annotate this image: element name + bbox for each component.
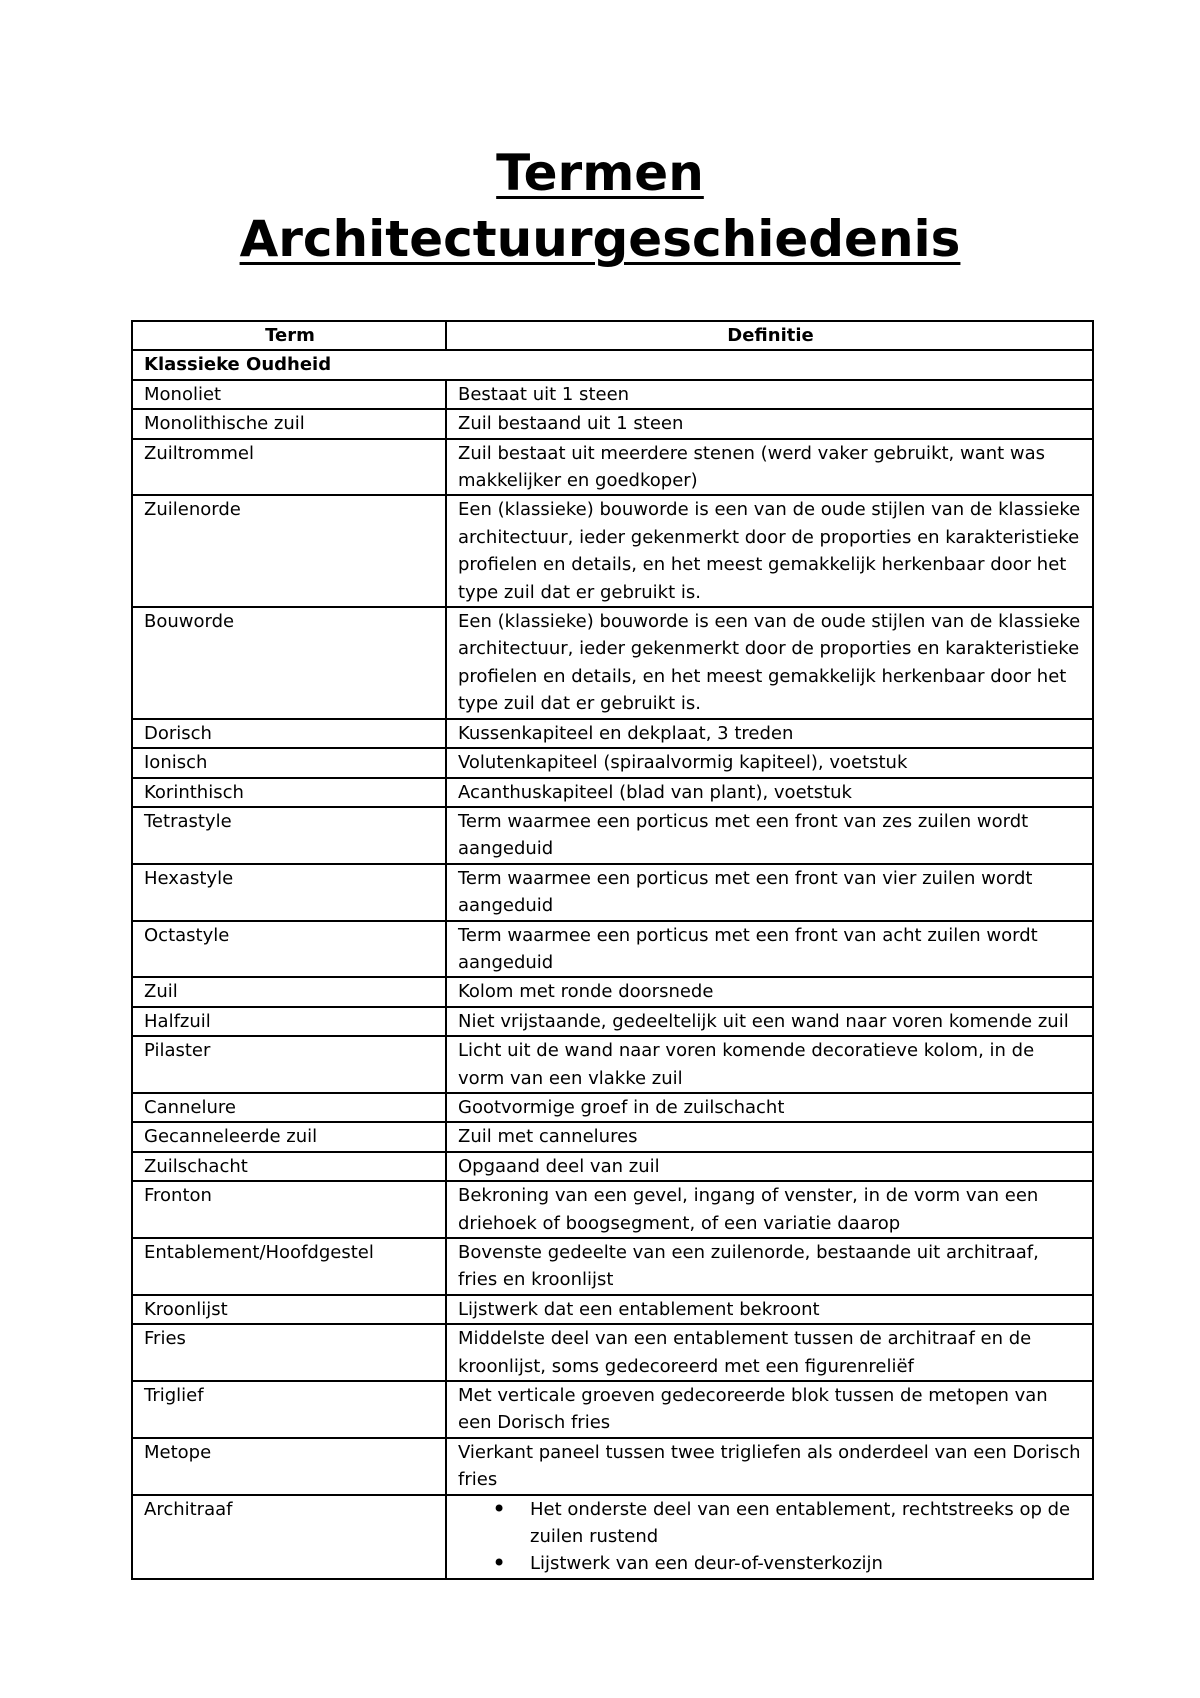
- table-row: [132, 607, 1093, 719]
- term-cell: Korinthisch: [132, 778, 446, 807]
- definition-cell: Vierkant paneel tussen twee trigliefen als onderdeel van een Dorisch fries: [446, 1438, 1093, 1495]
- definition-cell: Niet vrijstaande, gedeeltelijk uit een wand naar voren komende zuil: [446, 1007, 1093, 1036]
- table-row: [132, 921, 1093, 978]
- term-cell: Entablement/Hoofdgestel: [132, 1238, 446, 1295]
- table-row: [132, 409, 1093, 438]
- term-cell: Dorisch: [132, 719, 446, 748]
- definition-bullet-item: • Lijstwerk van een deur-of-vensterkozijn: [520, 1550, 1083, 1577]
- table-row: [132, 1495, 1093, 1579]
- table-row: [132, 1438, 1093, 1495]
- section-row: [132, 350, 1093, 379]
- definition-cell: Term waarmee een porticus met een front van acht zuilen wordt aangeduid: [446, 921, 1093, 978]
- term-cell: Halfzuil: [132, 1007, 446, 1036]
- definition-cell: Volutenkapiteel (spiraalvormig kapiteel), voetstuk: [446, 748, 1093, 777]
- definition-cell: Term waarmee een porticus met een front van zes zuilen wordt aangeduid: [446, 807, 1093, 864]
- definition-cell: Bestaat uit 1 steen: [446, 380, 1093, 409]
- term-cell: Monoliet: [132, 380, 446, 409]
- table-row: [132, 439, 1093, 496]
- term-cell: Architraaf: [132, 1495, 446, 1579]
- column-header-definition: Definitie: [446, 321, 1093, 350]
- term-cell: Octastyle: [132, 921, 446, 978]
- term-cell: Bouworde: [132, 607, 446, 719]
- term-cell: Monolithische zuil: [132, 409, 446, 438]
- page-title-line-2: Architectuurgeschiedenis: [239, 210, 961, 268]
- table-row: [132, 1093, 1093, 1122]
- definition-cell: Licht uit de wand naar voren komende decoratieve kolom, in de vorm van een vlakke zuil: [446, 1036, 1093, 1093]
- table-row: [132, 778, 1093, 807]
- definition-cell: Een (klassieke) bouworde is een van de oude stijlen van de klassieke architectuur, ieder gekenmerkt door de proporties en karakteristieke profielen en details, en het meest gemakkelijk herkenbaar door het type zuil dat er gebruikt is.: [446, 607, 1093, 719]
- definition-cell: Bovenste gedeelte van een zuilenorde, bestaande uit architraaf, fries en kroonlijst: [446, 1238, 1093, 1295]
- definition-cell: Gootvormige groef in de zuilschacht: [446, 1093, 1093, 1122]
- term-cell: Fronton: [132, 1181, 446, 1238]
- table-row: [132, 1122, 1093, 1151]
- definition-bullet-item: • Het onderste deel van een entablement, rechtstreeks op de zuilen rustend: [520, 1496, 1083, 1551]
- definition-cell: Middelste deel van een entablement tussen de architraaf en de kroonlijst, soms gedecoreerd met een figurenreliëf: [446, 1324, 1093, 1381]
- table-row: [132, 1152, 1093, 1181]
- definition-cell: Term waarmee een porticus met een front van vier zuilen wordt aangeduid: [446, 864, 1093, 921]
- terms-table: [131, 320, 1094, 1580]
- term-cell: Zuilschacht: [132, 1152, 446, 1181]
- definition-cell: Opgaand deel van zuil: [446, 1152, 1093, 1181]
- table-row: [132, 1238, 1093, 1295]
- term-cell: Gecanneleerde zuil: [132, 1122, 446, 1151]
- table-row: [132, 748, 1093, 777]
- term-cell: Metope: [132, 1438, 446, 1495]
- section-heading: Klassieke Oudheid: [132, 350, 1093, 379]
- definition-cell: Lijstwerk dat een entablement bekroont: [446, 1295, 1093, 1324]
- term-cell: Kroonlijst: [132, 1295, 446, 1324]
- table-row: [132, 1181, 1093, 1238]
- table-row: [132, 977, 1093, 1006]
- term-cell: Zuiltrommel: [132, 439, 446, 496]
- table-row: [132, 864, 1093, 921]
- definition-cell: Kussenkapiteel en dekplaat, 3 treden: [446, 719, 1093, 748]
- column-header-term: Term: [132, 321, 446, 350]
- page-title: [0, 140, 1200, 272]
- definition-cell: Zuil met cannelures: [446, 1122, 1093, 1151]
- term-cell: Zuilenorde: [132, 495, 446, 607]
- term-cell: Fries: [132, 1324, 446, 1381]
- table-row: [132, 719, 1093, 748]
- term-cell: Cannelure: [132, 1093, 446, 1122]
- table-header-row: [132, 321, 1093, 350]
- definition-cell: Zuil bestaand uit 1 steen: [446, 409, 1093, 438]
- term-cell: Tetrastyle: [132, 807, 446, 864]
- term-cell: Ionisch: [132, 748, 446, 777]
- definition-bullet-list: [458, 1496, 1083, 1578]
- term-cell: Pilaster: [132, 1036, 446, 1093]
- definition-cell: Acanthuskapiteel (blad van plant), voetstuk: [446, 778, 1093, 807]
- table-row: [132, 1381, 1093, 1438]
- page-title-line-1: Termen: [496, 144, 704, 202]
- term-cell: Hexastyle: [132, 864, 446, 921]
- table-row: [132, 807, 1093, 864]
- term-cell: Zuil: [132, 977, 446, 1006]
- table-row: [132, 1036, 1093, 1093]
- definition-cell: Kolom met ronde doorsnede: [446, 977, 1093, 1006]
- definition-cell: Een (klassieke) bouworde is een van de oude stijlen van de klassieke architectuur, ieder gekenmerkt door de proporties en karakteristieke profielen en details, en het meest gemakkelijk herkenbaar door het type zuil dat er gebruikt is.: [446, 495, 1093, 607]
- terms-table-body: [132, 350, 1093, 1578]
- term-cell: Triglief: [132, 1381, 446, 1438]
- table-row: [132, 1295, 1093, 1324]
- definition-cell: Met verticale groeven gedecoreerde blok tussen de metopen van een Dorisch fries: [446, 1381, 1093, 1438]
- definition-cell: Bekroning van een gevel, ingang of venster, in de vorm van een driehoek of boogsegment, of een variatie daarop: [446, 1181, 1093, 1238]
- table-row: [132, 380, 1093, 409]
- definition-cell: [446, 1495, 1093, 1579]
- table-row: [132, 495, 1093, 607]
- table-row: [132, 1007, 1093, 1036]
- definition-cell: Zuil bestaat uit meerdere stenen (werd vaker gebruikt, want was makkelijker en goedkoper): [446, 439, 1093, 496]
- table-row: [132, 1324, 1093, 1381]
